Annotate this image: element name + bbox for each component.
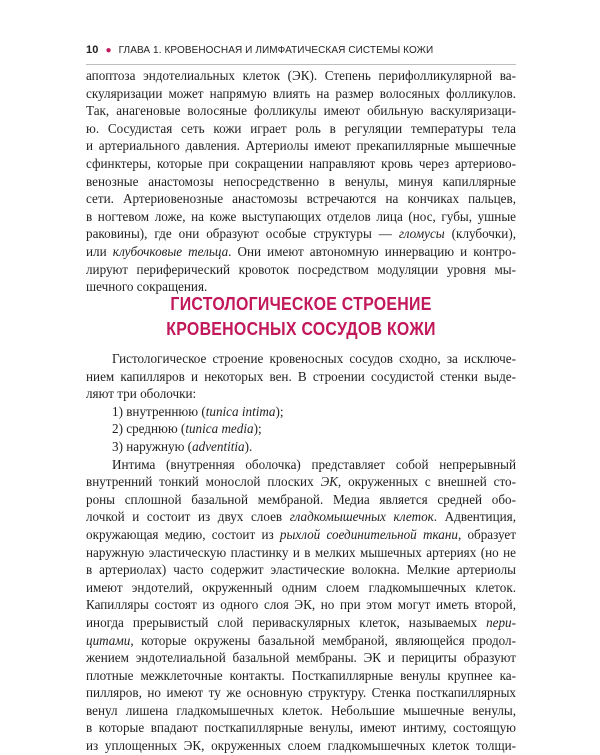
list-item [86,438,516,456]
section-heading-line: ГИСТОЛОГИЧЕСКОЕ СТРОЕНИЕ [170,293,432,314]
text-line: венул лишена гладкомышечных клеток. Небольшие мышечные венулы, [86,702,516,718]
text-line: скуляризации может напрямую влиять на размер волосяных фолликулов. [86,85,516,101]
text-run: иногда прерывистый слой периваскулярных клеток, называемых [86,614,487,630]
text-line: Гистологическое строение кровеносных сосудов сходно, за исключе- [112,351,516,366]
list-text: ); [253,421,262,437]
chapter-title: ГЛАВА 1. КРОВЕНОСНАЯ И ЛИМФАТИЧЕСКАЯ СИСТЕМЫ КОЖИ [118,44,434,56]
text-run: , образует [457,526,517,542]
latin-term: tunica intima [205,403,276,419]
text-line: сфинктеры, которые при сокращении направляют кровь через артериово- [86,155,516,171]
bullet-icon: ● [105,44,112,56]
text-line: и артериального давления. Артериолы имеют прекапиллярные мышечные [86,138,516,154]
text-line: в которые впадают посткапиллярные венулы, имеют интиму, состоящую [86,720,516,736]
text-line: апоптоза эндотелиальных клеток (ЭК). Степень перифолликулярной ва- [86,68,516,83]
text-run: лочкой и состоит из двух слоев [86,509,290,525]
text-line: Капилляры состоят из одного слоя ЭК, но при этом могут иметь второй, [86,597,516,613]
term-pericytes: пери- [486,614,516,630]
text-run: окружающая медию, состоит из [86,526,280,542]
latin-term: tunica media [185,421,254,437]
text-line: лируют периферический кровоток посредством модуляции уровня мы- [86,261,516,277]
text-run: или [86,243,113,259]
text-line [86,508,516,526]
text-run: , окруженных с внешней сто- [337,474,516,490]
text-line [86,526,516,544]
page-number: 10 [86,44,99,56]
term-smooth-muscle: гладкомышечных клеток [289,509,434,525]
text-line: жением эндотелиальной базальной мембраны. ЭК и перициты образуют [86,650,516,666]
text-run: (клубочки), [444,226,516,242]
text-run: . Они имеют автономную иннервацию и контро- [228,243,516,259]
list-text: 1) внутреннюю ( [112,403,206,419]
text-line: сети. Артериовенозные анастомозы встречаются на кончиках пальцев, [86,191,516,207]
text-line: роны сплошной базальной мембраной. Медиа является средней обо- [86,491,516,507]
term-glomerular-bodies: клубочковые тельца [112,243,229,259]
text-line: ляют три оболочки: [86,386,197,402]
text-line: Так, анагеновые волосяные фолликулы имеют обильную васкуляризаци- [86,103,516,119]
text-block-top [86,67,516,296]
term-ek: ЭК [320,474,338,490]
text-line: имеют эндотелий, окруженный одним слоем гладкомышечных клеток. [86,579,516,595]
text-run: раковины), где они образуют особые структуры — [86,226,399,242]
list-item [86,420,516,438]
text-block-bottom [86,350,516,755]
text-line [86,614,516,632]
text-line: в ногтевом ложе, на коже выступающих отделов лица (нос, губы, ушные [86,208,516,224]
text-run: внутренний тонкий монослой плоских [86,474,321,490]
term-glomus: гломусы [398,226,445,242]
term-pericytes: цитами [86,632,131,648]
text-line: плотные межклеточные контакты. Посткапиллярные венулы крупнее ка- [86,667,516,683]
list-text: 3) наружную ( [112,438,193,454]
text-line: наружную эластическую пластинку и в мелких мышечных артериях (но не [86,544,516,560]
text-line: Интима (внутренняя оболочка) представляет собой непрерывный [112,456,516,472]
text-line [86,243,516,261]
header-divider [86,64,516,65]
section-heading-line: КРОВЕНОСНЫХ СОСУДОВ КОЖИ [166,318,436,339]
text-line: нием капилляров и некоторых вен. В строении сосудистой стенки выде- [86,368,516,384]
text-run: , которые окружены базальной мембраной, являющейся продол- [130,632,516,648]
latin-term: adventitia [192,438,245,454]
text-line: ю. Сосудистая сеть кожи играет роль в регуляции температуры тела [86,120,516,136]
term-loose-tissue: рыхлой соединительной ткани [279,526,458,542]
text-line: из уплощенных ЭК, окруженных слоем гладкомышечных клеток толщи- [86,738,516,754]
text-line: шечного сокращения. [86,279,208,295]
text-line [86,225,516,243]
list-item [86,403,516,421]
list-text: ). [244,438,253,454]
text-line [86,632,516,650]
text-line: пилляров, но имеют ту же основную структуру. Стенка посткапиллярных [86,685,516,701]
text-run: . Адвентиция, [433,509,516,525]
text-line: венозные анастомозы непосредственно в венулы, минуя капиллярные [86,173,516,189]
text-line: в артериолах) часто содержит эластические волокна. Мелкие артериолы [86,562,516,578]
text-line [86,473,516,491]
list-text: 2) среднюю ( [112,421,186,437]
section-heading [116,291,486,341]
list-text: ); [275,403,284,419]
running-header [86,42,516,58]
